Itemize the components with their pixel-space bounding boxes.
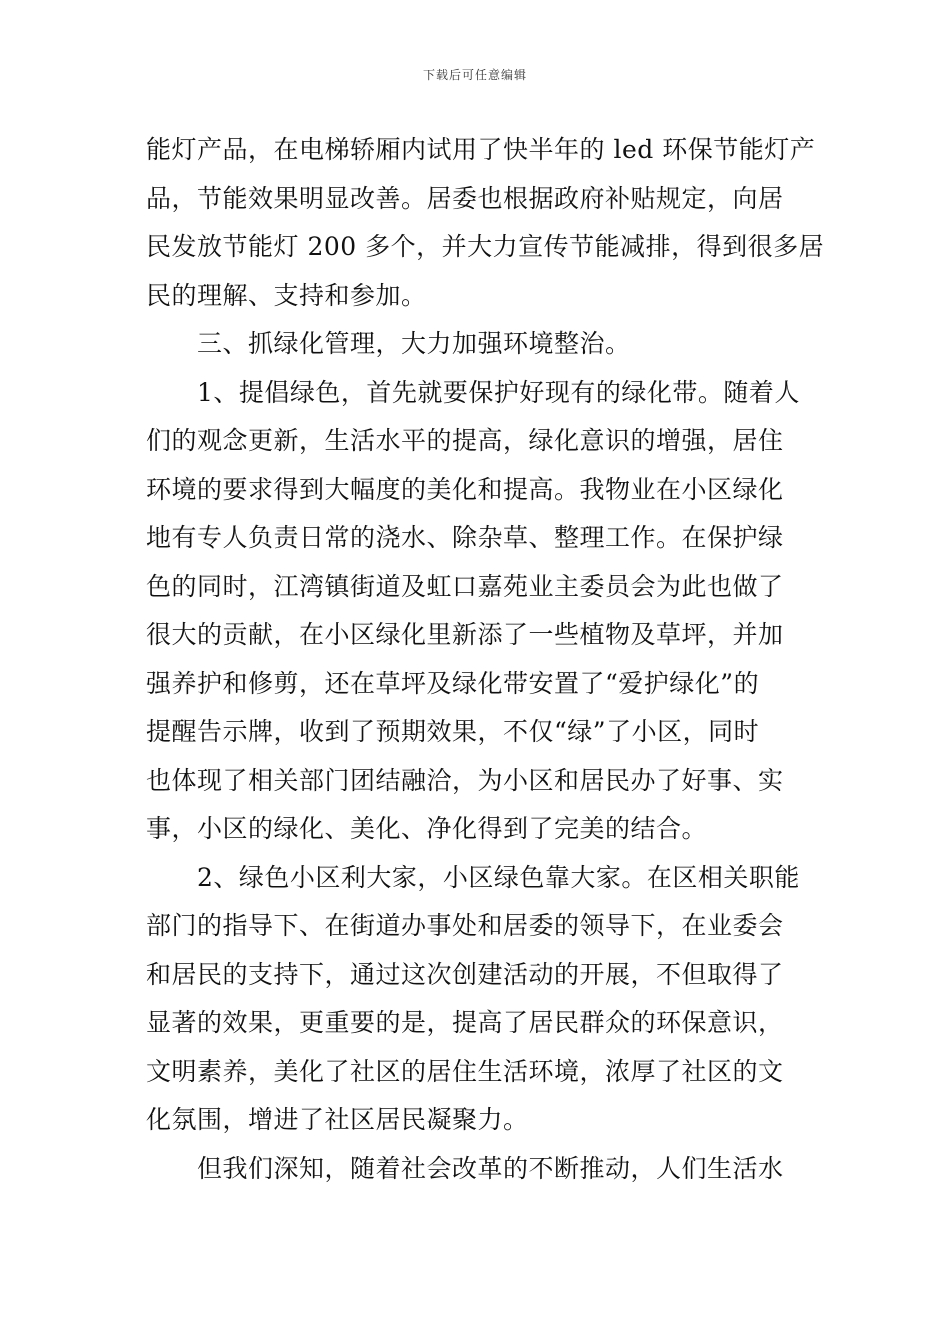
body-line: 和居民的支持下，通过这次创建活动的开展，不但取得了 (146, 959, 784, 989)
document-body (146, 126, 825, 1193)
body-line: 2、绿色小区利大家，小区绿色靠大家。在区相关职能 (146, 862, 800, 892)
body-line: 环境的要求得到大幅度的美化和提高。我物业在小区绿化 (146, 474, 784, 504)
body-line: 强养护和修剪，还在草坪及绿化带安置了“爱护绿化”的 (146, 668, 760, 698)
body-line: 品，节能效果明显改善。居委也根据政府补贴规定，向居 (146, 183, 784, 213)
body-line: 提醒告示牌，收到了预期效果，不仅“绿”了小区，同时 (146, 717, 760, 746)
body-line: 但我们深知，随着社会改革的不断推动，人们生活水 (146, 1153, 784, 1183)
section-heading: 三、抓绿化管理，大力加强环境整治。 (146, 329, 631, 358)
body-line: 也体现了相关部门团结融洽，为小区和居民办了好事、实 (146, 765, 784, 795)
body-line: 民发放节能灯 200 多个，并大力宣传节能减排，得到很多居 (146, 232, 825, 261)
body-line: 色的同时，江湾镇街道及虹口嘉苑业主委员会为此也做了 (146, 571, 784, 601)
body-line: 们的观念更新，生活水平的提高，绿化意识的增强，居住 (146, 426, 784, 455)
body-line: 很大的贡献，在小区绿化里新添了一些植物及草坪，并加 (146, 620, 784, 649)
body-line: 部门的指导下、在街道办事处和居委的领导下，在业委会 (146, 911, 784, 940)
page-header: 下载后可任意编辑 (422, 68, 527, 82)
body-line: 能灯产品，在电梯轿厢内试用了快半年的 led 环保节能灯产 (146, 135, 816, 164)
body-line: 地有专人负责日常的浇水、除杂草、整理工作。在保护绿 (146, 523, 784, 552)
body-line: 显著的效果，更重要的是，提高了居民群众的环保意识， (146, 1008, 784, 1037)
body-line: 化氛围，增进了社区居民凝聚力。 (146, 1105, 529, 1134)
body-line: 1、提倡绿色，首先就要保护好现有的绿化带。随着人 (146, 377, 800, 407)
body-line: 文明素养，美化了社区的居住生活环境，浓厚了社区的文 (146, 1056, 784, 1086)
body-line: 事，小区的绿化、美化、净化得到了完美的结合。 (146, 814, 708, 843)
body-line: 民的理解、支持和参加。 (146, 280, 427, 310)
